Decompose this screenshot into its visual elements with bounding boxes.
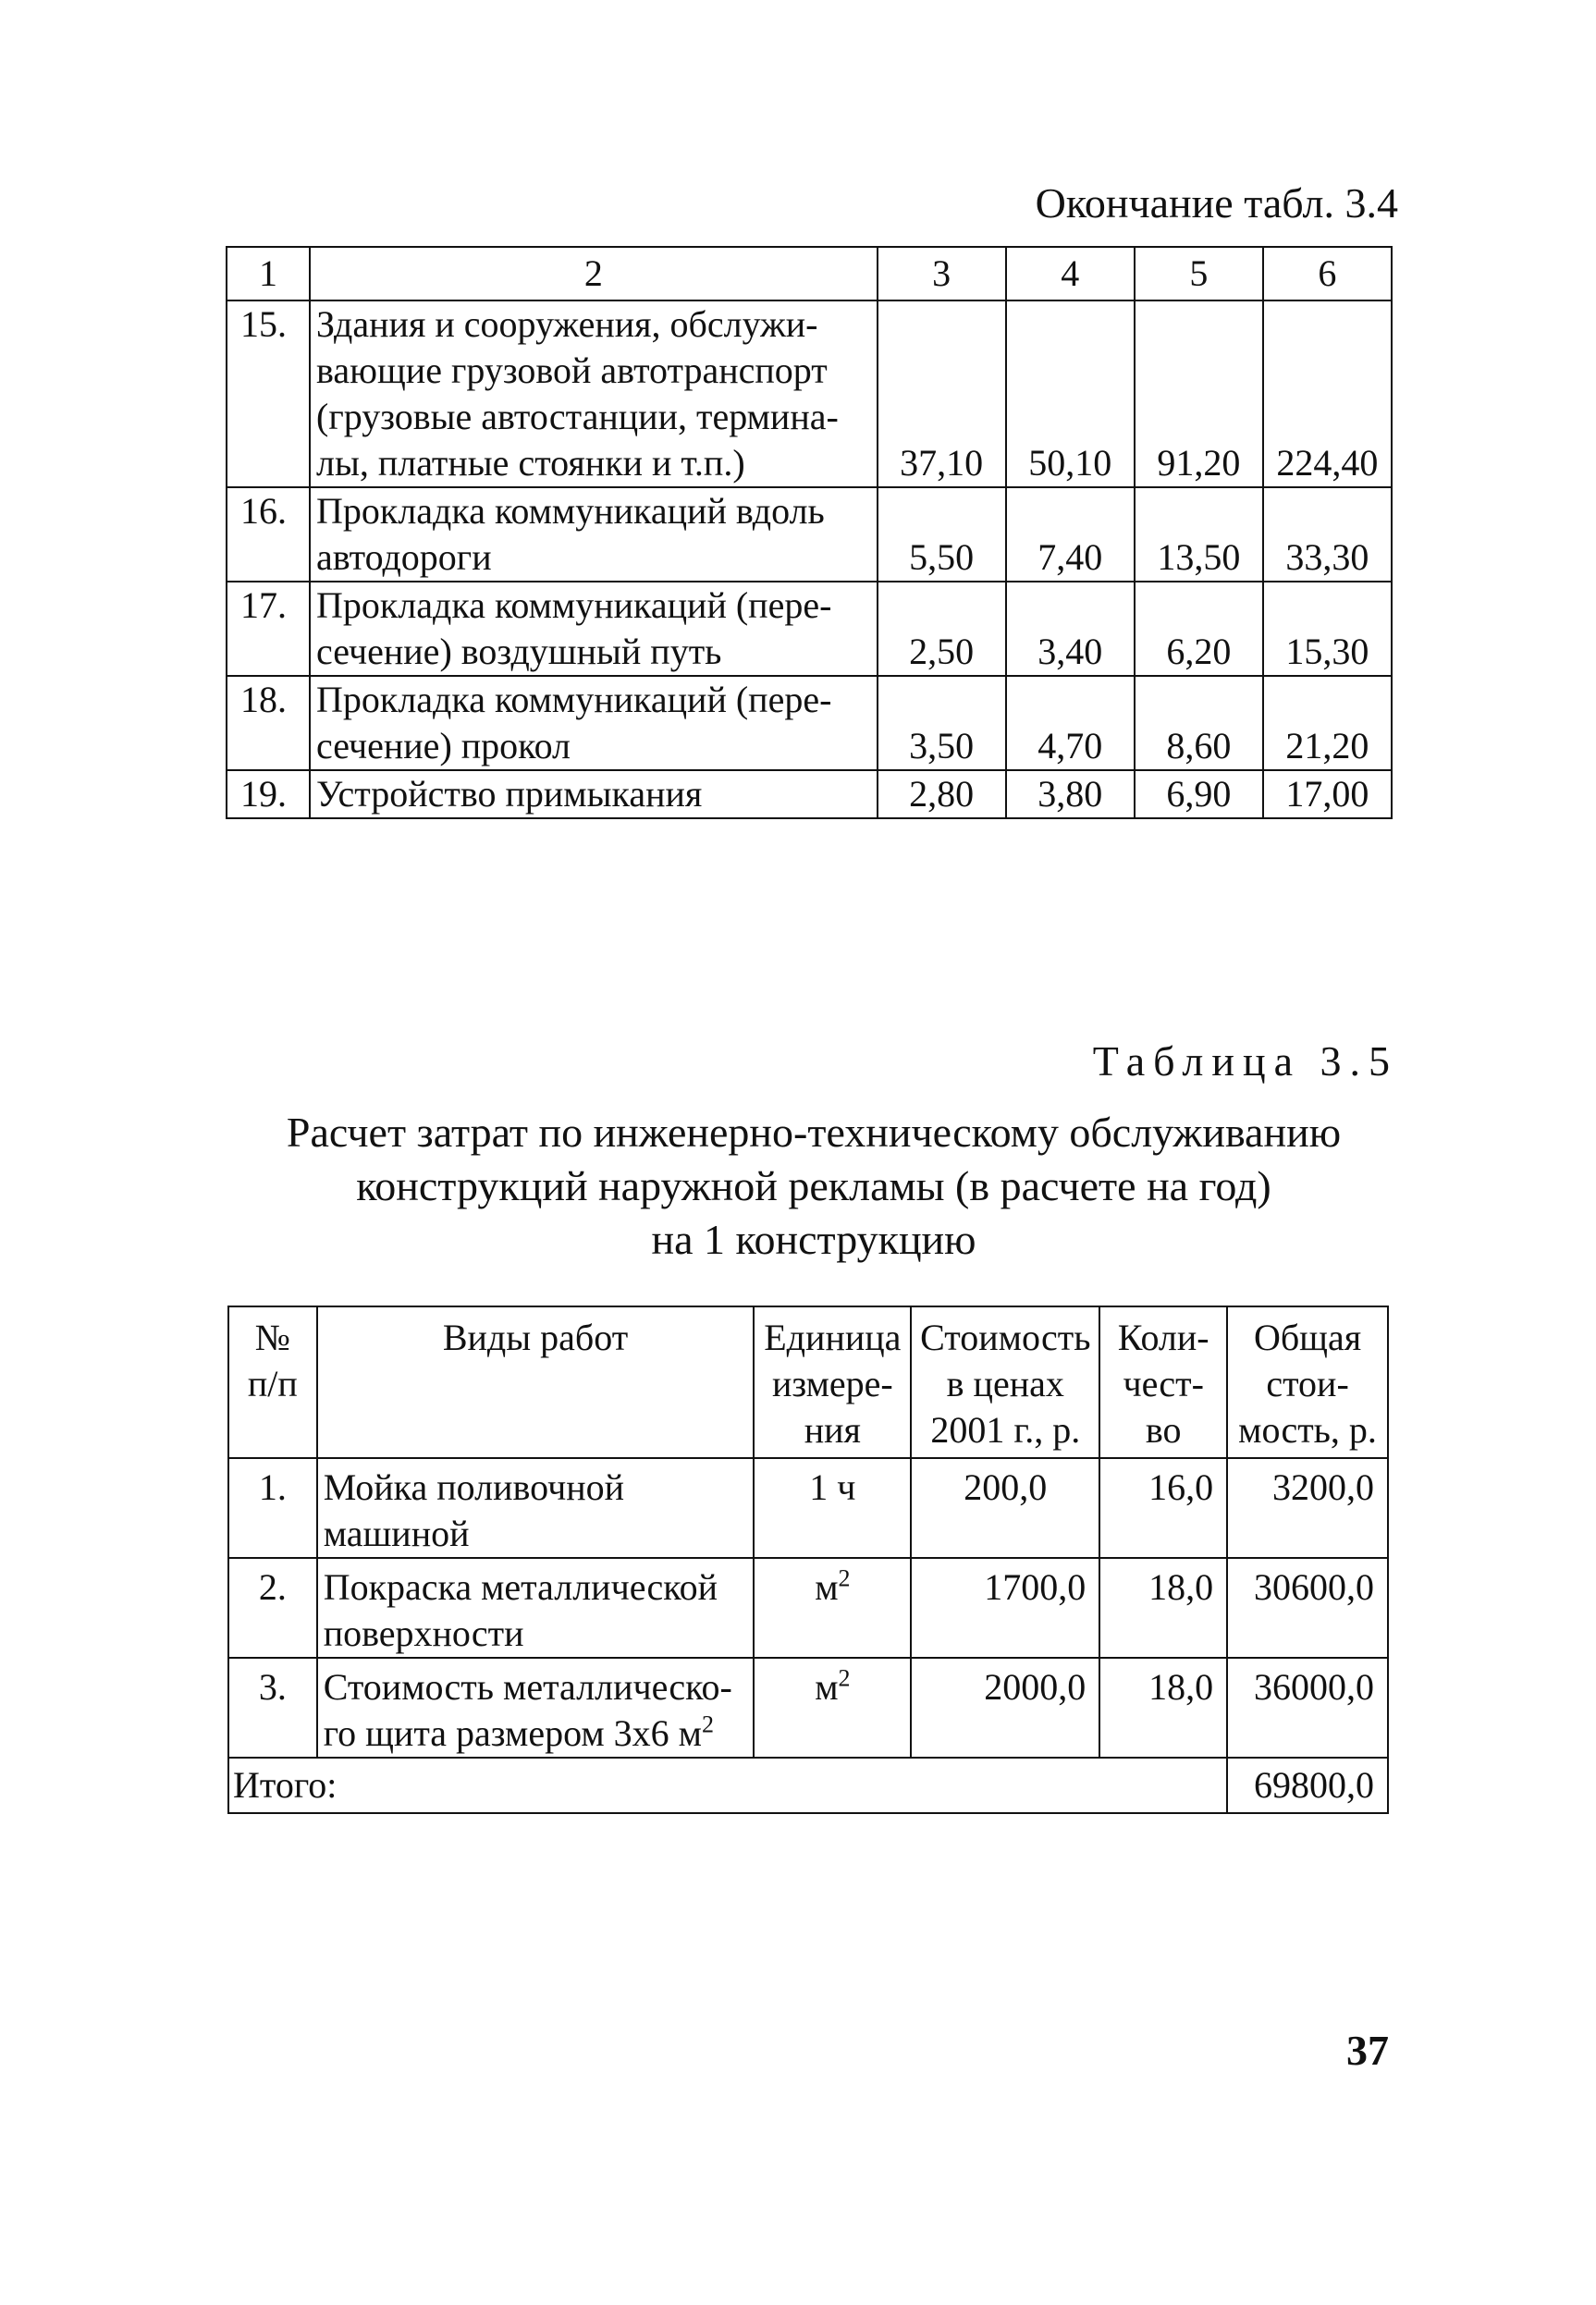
heading-line: конструкций наружной рекламы (в расчете на год) [356, 1162, 1271, 1209]
column-header: Виды работ [317, 1306, 755, 1458]
unit-cell: 1 ч [754, 1458, 911, 1558]
cell-value: 3,40 [1006, 582, 1135, 676]
total-cell: 30600,0 [1227, 1558, 1388, 1658]
cell-value: 6,90 [1135, 770, 1263, 818]
table-row [227, 582, 1392, 676]
column-header: № п/п [228, 1306, 317, 1458]
table-header-row [228, 1306, 1388, 1458]
cell-value: 15,30 [1263, 582, 1392, 676]
price-cell: 1700,0 [911, 1558, 1099, 1658]
cell-value: 21,20 [1263, 676, 1392, 770]
total-label: Итого: [228, 1758, 1227, 1813]
total-row [228, 1758, 1388, 1813]
row-description: Прокладка коммуникаций (пере- сечение) воздушный путь [310, 582, 878, 676]
total-value: 69800,0 [1227, 1758, 1388, 1813]
table-3-5-heading [240, 1106, 1387, 1267]
cell-value: 5,50 [878, 487, 1006, 582]
cell-value: 33,30 [1263, 487, 1392, 582]
column-header: Коли- чест- во [1099, 1306, 1227, 1458]
quantity-cell: 16,0 [1099, 1458, 1227, 1558]
column-header: 3 [878, 247, 1006, 300]
column-header: 1 [227, 247, 310, 300]
price-cell: 200,0 [911, 1458, 1099, 1558]
row-number: 17. [227, 582, 310, 676]
column-header: Общая стои- мость, р. [1227, 1306, 1388, 1458]
row-description: Прокладка коммуникаций вдоль автодороги [310, 487, 878, 582]
row-description: Здания и сооружения, обслужи- вающие грузовой автотранспорт (грузовые автостанции, термина- лы, платные стоянки и т.п.) [310, 300, 878, 487]
cell-value: 50,10 [1006, 300, 1135, 487]
quantity-cell: 18,0 [1099, 1558, 1227, 1658]
total-cell: 36000,0 [1227, 1658, 1388, 1758]
cell-value: 224,40 [1263, 300, 1392, 487]
table-row [227, 676, 1392, 770]
row-number: 2. [228, 1558, 317, 1658]
row-number: 18. [227, 676, 310, 770]
unit-cell: $м^2$ [754, 1658, 911, 1758]
total-cell: 3200,0 [1227, 1458, 1388, 1558]
cell-value: 8,60 [1135, 676, 1263, 770]
work-type: Покраска металлической поверхности [317, 1558, 755, 1658]
table-row [227, 770, 1392, 818]
row-number: 1. [228, 1458, 317, 1558]
cell-value: 6,20 [1135, 582, 1263, 676]
page-number: 37 [1346, 2027, 1389, 2074]
table-row [228, 1558, 1388, 1658]
cell-value: 3,50 [878, 676, 1006, 770]
column-header: 2 [310, 247, 878, 300]
row-number: 15. [227, 300, 310, 487]
column-header: 4 [1006, 247, 1135, 300]
table-row [227, 300, 1392, 487]
cell-value: 7,40 [1006, 487, 1135, 582]
unit-cell: $м^2$ [754, 1558, 911, 1658]
heading-line: на 1 конструкцию [651, 1216, 976, 1263]
row-description: Прокладка коммуникаций (пере- сечение) прокол [310, 676, 878, 770]
row-number: 3. [228, 1658, 317, 1758]
column-header: Единица измере- ния [754, 1306, 911, 1458]
column-header: 6 [1263, 247, 1392, 300]
cell-value: 17,00 [1263, 770, 1392, 818]
heading-line: Расчет затрат по инженерно-техническому обслуживанию [286, 1109, 1342, 1156]
table-header-row [227, 247, 1392, 300]
table-3-4-caption: Окончание табл. 3.4 [1035, 179, 1398, 227]
table-row [227, 487, 1392, 582]
quantity-cell: 18,0 [1099, 1658, 1227, 1758]
row-description: Устройство примыкания [310, 770, 878, 818]
cell-value: 3,80 [1006, 770, 1135, 818]
cell-value: 37,10 [878, 300, 1006, 487]
table-3-4 [226, 246, 1393, 819]
price-cell: 2000,0 [911, 1658, 1099, 1758]
cell-value: 4,70 [1006, 676, 1135, 770]
column-header: 5 [1135, 247, 1263, 300]
cell-value: 91,20 [1135, 300, 1263, 487]
table-row [228, 1658, 1388, 1758]
cell-value: 2,80 [878, 770, 1006, 818]
cell-value: 2,50 [878, 582, 1006, 676]
cell-value: 13,50 [1135, 487, 1263, 582]
table-3-5-title: Таблица 3.5 [1092, 1037, 1398, 1085]
column-header: Стоимость в ценах 2001 г., р. [911, 1306, 1099, 1458]
table-3-5 [227, 1306, 1389, 1814]
row-number: 19. [227, 770, 310, 818]
row-number: 16. [227, 487, 310, 582]
table-row [228, 1458, 1388, 1558]
work-type: Стоимость металлическо- го щита размером 3х6 $м^2$ [317, 1658, 755, 1758]
work-type: Мойка поливочной машиной [317, 1458, 755, 1558]
